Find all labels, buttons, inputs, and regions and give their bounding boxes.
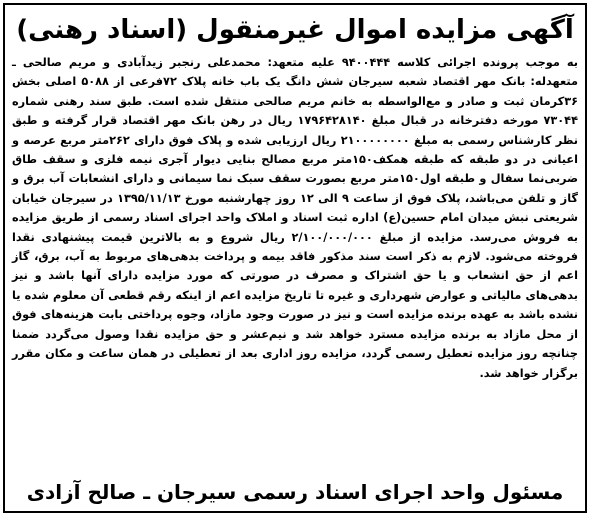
notice-signature: مسئول واحد اجرای اسناد رسمی سیرجان ـ صالح آزادی <box>26 480 564 504</box>
notice-body: به موجب پرونده اجرائی کلاسه ۹۴۰۰۴۴۴ علیه متعهد: محمدعلی رنجبر زیدآبادی و مریم صالحی ـ متعهدله: بانک مهر اقتصاد شعبه سیرجان شش دانگ یک باب خانه پلاک ۷۲فرعی از ۵۰۸۸ اصلی بخش ۳۶کرمان ثبت و صادر و مع‌الواسطه به خانم مریم صالحی منتقل شده است. طبق سند رهنی شماره ۷۳۰۴۴ مورخه دفترخانه در قبال مبلغ ۱۷۹۶۴۲۸۱۴۰ ریال در رهن بانک مهر اقتصاد قرار گرفته و طبق نظر کارشناس رسمی به مبلغ ۲۱۰۰۰۰۰۰۰۰ ریال ارزیابی شده و پلاک فوق دارای ۲۶۲متر مربع عرصه و اعیانی در دو طبقه که طبقه همکف۱۵۰متر مربع مصالح بنایی دیوار آجری نیمه فلزی و سقف طاق ضربی‌نما سفال و طبقه اول۱۵۰متر مربع بصورت سقف سبک نما سیمانی و دارای انشعابات آب برق و گاز و تلفن می‌باشد، پلاک فوق از ساعت ۹ الی ۱۲ روز چهارشنبه مورخ ۱۳۹۵/۱۱/۱۳ در سیرجان خیابان شریعتی نبش میدان امام حسین(ع) اداره ثبت اسناد و املاک واحد اجرای اسناد رسمی از طریق مزایده به فروش می‌رسد. مزایده از مبلغ ۲/۱۰۰/۰۰۰/۰۰۰ ریال شروع و به بالاترین قیمت پیشنهادی نقدا فروخته می‌شود. لازم به ذکر است سند مذکور فاقد بیمه و پرداخت بدهی‌های مربوط به آب، برق، گاز اعم از حق انشعاب و یا حق اشتراک و مصرف در صورتی که مورد مزایده دارای آنها باشد و نیز بدهی‌های مالیاتی و عوارض شهرداری و غیره تا تاریخ مزایده اعم از اینکه رقم قطعی آن معلوم شده یا نشده باشد به عهده برنده مزایده است و نیز در صورت وجود مازاد، وجوه پرداختی بابت هزینه‌های فوق از محل مازاد به برنده مزایده مسترد خواهد شد و نیم‌عشر و حق مزایده نقدا وصول می‌گردد ضمنا چنانچه روز مزایده تعطیل رسمی گردد، مزایده روز اداری بعد از تعطیلی در همان ساعت و مکان مقرر برگزار خواهد شد. <box>12 56 579 380</box>
notice-title: آگهی مزایده اموال غیرمنقول (اسناد رهنی) <box>16 15 574 45</box>
auction-notice <box>3 3 587 513</box>
